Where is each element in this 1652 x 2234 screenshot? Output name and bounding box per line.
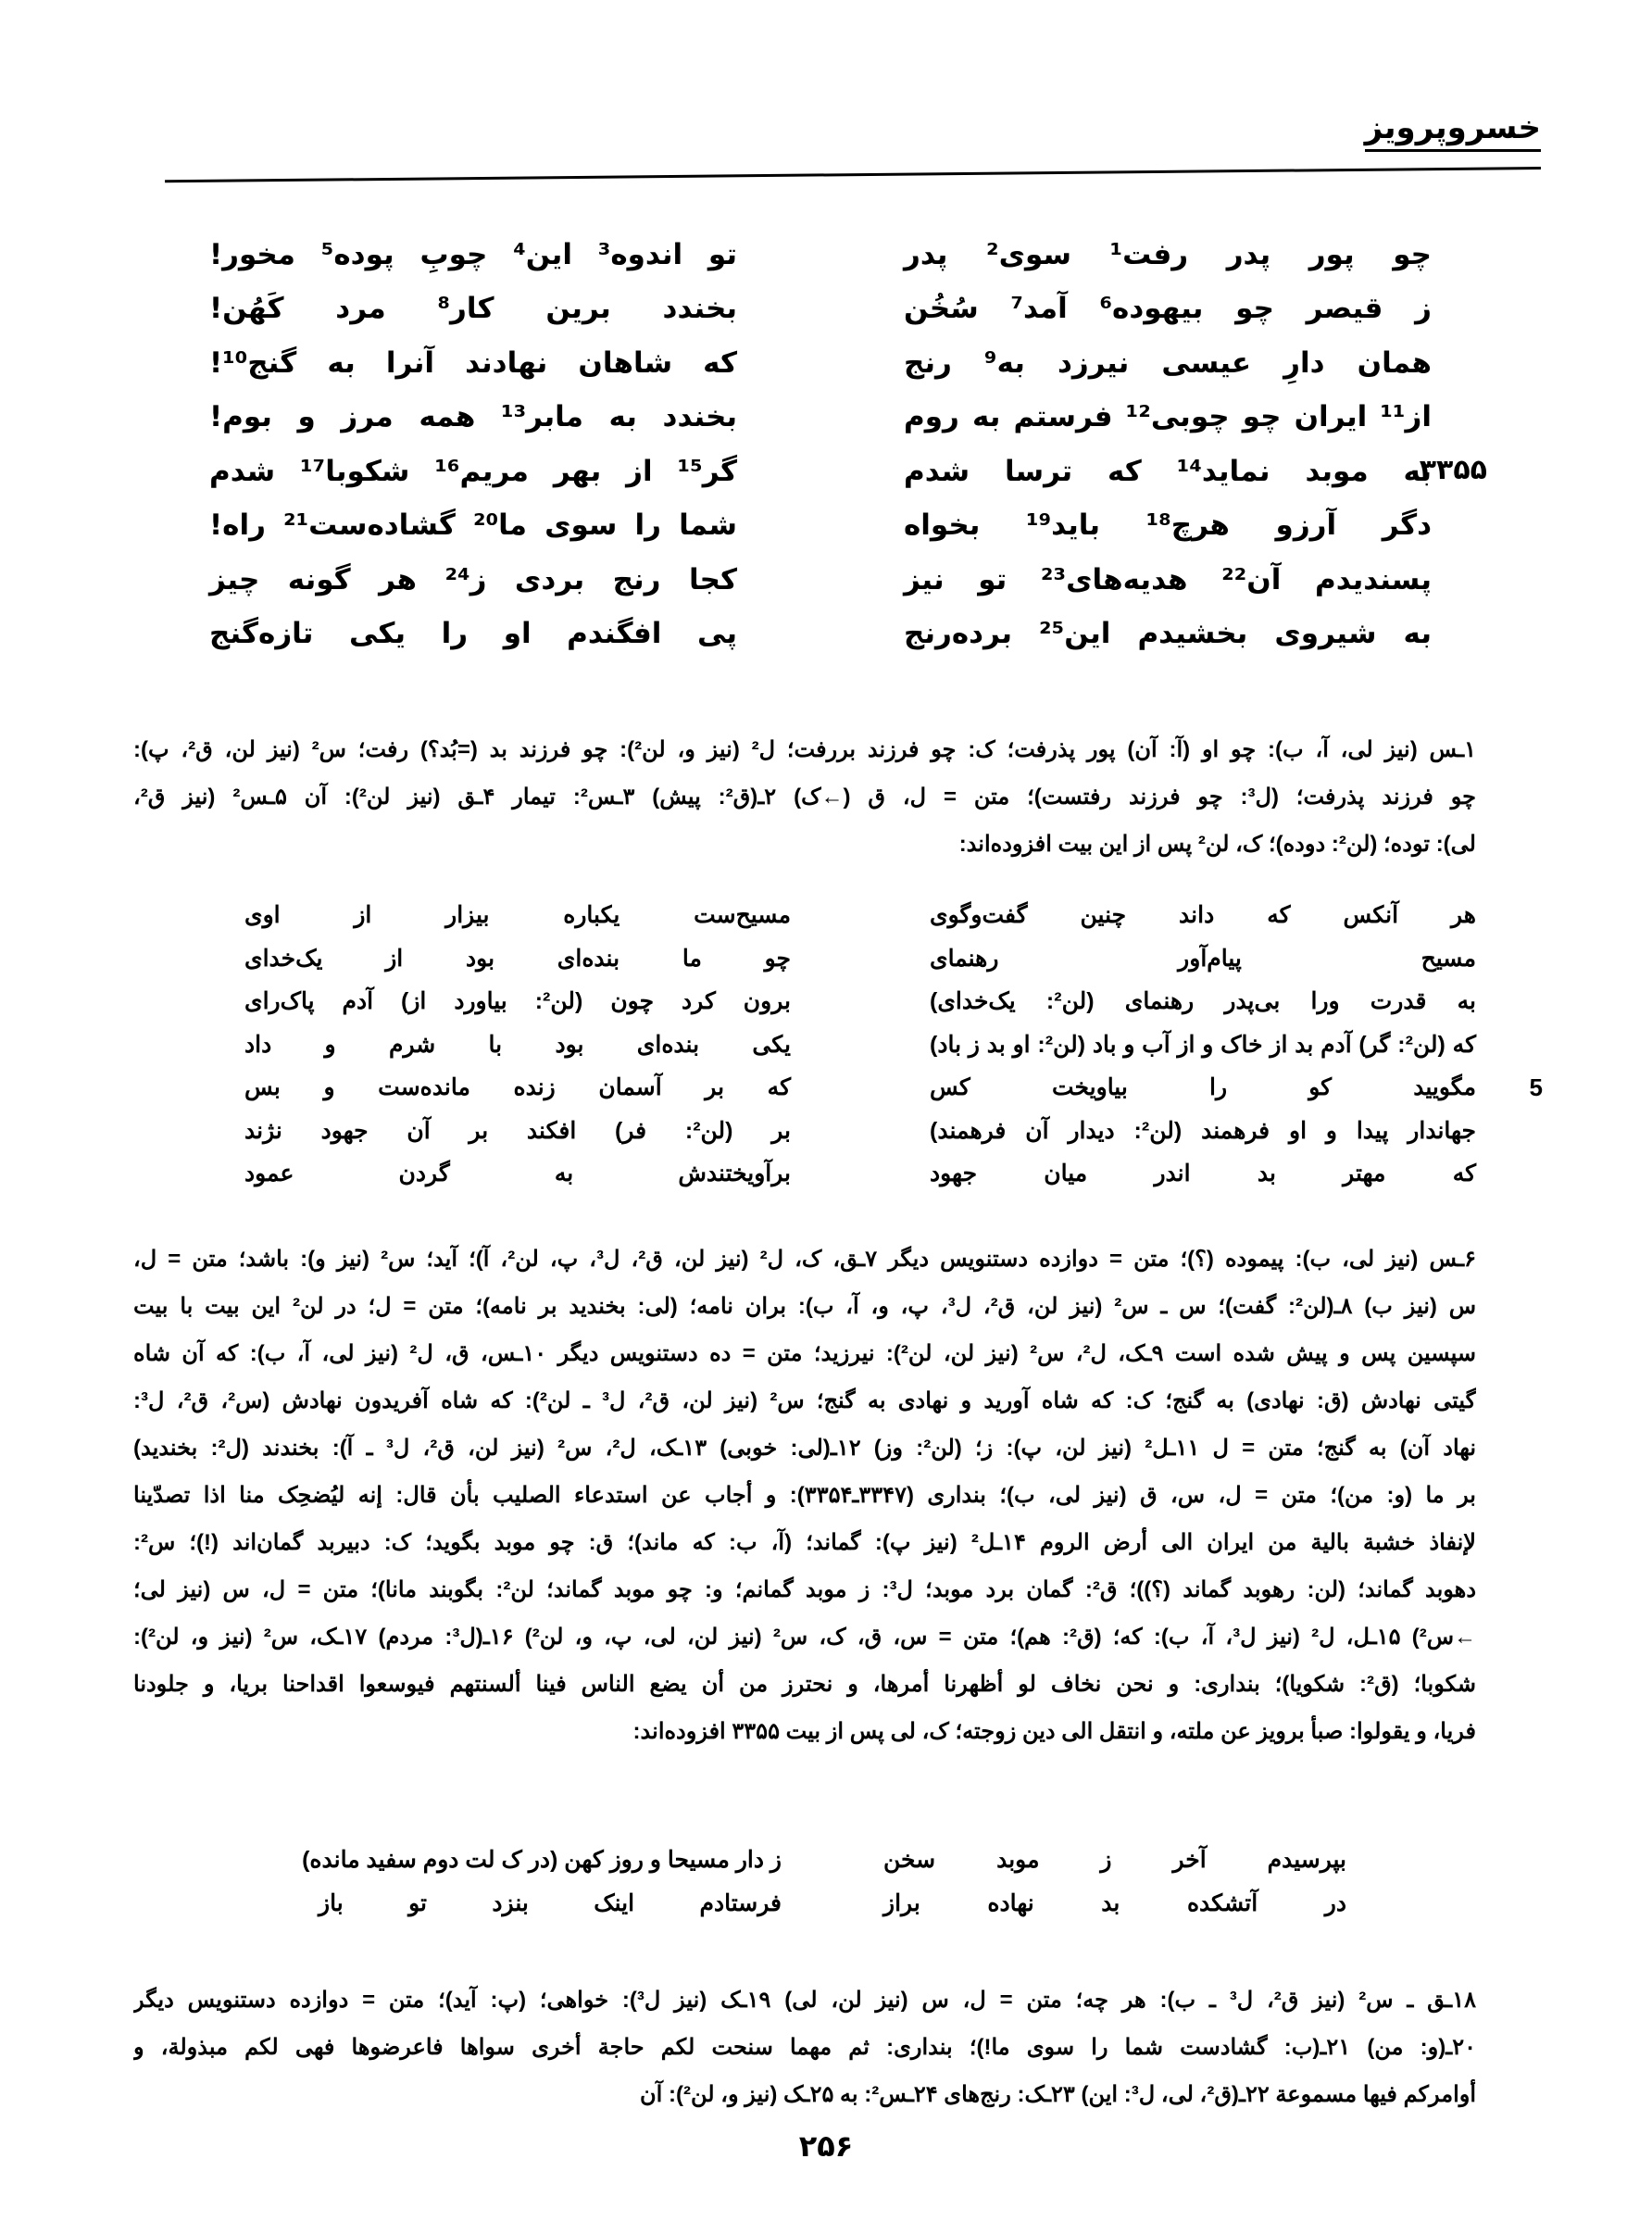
footnote-line: ←س²) ۱۵ـل، ل² (نیز ل³، آ، ب): که؛ (ق²: هم)؛ متن = س، ق، ک، س² (نیز لن، لی، پ، و، لن²) ۱۶ـ(ل³: مردم) ۱۷ـک، س² (نیز و، لن²): <box>133 1625 1476 1650</box>
footnote-line: گیتی نهادش (ق: نهادی) به گنج؛ ک: که شاه آورید و نهادی به گنج؛ س² (نیز لن، ق²، ل³ ـ لن²): که شاه آفریدون نهادش (س²، ق²، ل³: <box>133 1388 1476 1413</box>
footnote-line: فریا، و یقولوا: صبأ برویز عن ملته، و انتقل الی دین زوجته؛ ک، لی پس از بیت ۳۳۵۵ افزوده‌اند: <box>632 1719 1476 1744</box>
hemistich-right: دگر آرزو هرچ¹⁸ باید¹⁹ بخواه <box>904 508 1433 542</box>
page-number: ۲۵۶ <box>798 2128 854 2164</box>
hemistich-right: به موبد نماید¹⁴ که ترسا شدم <box>904 454 1432 488</box>
footnote-line: ۱۸ـق ـ س² (نیز ق²، ل³ ـ ب): هر چه؛ متن = ل، س (نیز لن، لی) ۱۹ـک (نیز ل³): خواهی؛ (پ: آید)؛ متن = دوازده دستنویس دیگر <box>133 1988 1476 2013</box>
hemistich-right: مسیح پیام‌آور رهنمای <box>930 945 1476 972</box>
running-title: خسروپرویز <box>1365 109 1541 152</box>
hemistich-left: بخندد به مابر¹³ همه مرز و بوم! <box>209 400 737 433</box>
hemistich-left: تو اندوه³ این⁴ چوبِ پوده⁵ مخور! <box>209 237 737 271</box>
hemistich-right: ز قیصر چو بیهوده⁶ آمد⁷ سُخُن <box>904 292 1432 325</box>
verse-row <box>244 980 1476 1023</box>
hemistich-left: ز دار مسیحا و روز کهن (در ک لت دوم سفید مانده) <box>302 1847 782 1874</box>
hemistich-left: بخندد برین کار⁸ مرد کَهُن! <box>209 292 737 325</box>
variant-verses-2 <box>302 1839 1346 1925</box>
main-verses <box>209 215 1487 650</box>
hemistich-right: در آتشکده بد نهاده براز <box>883 1889 1346 1916</box>
hemistich-right: بپرسیدم آخر ز موبد سخن <box>883 1847 1346 1874</box>
hemistich-left: گر¹⁵ از بهر مریم¹⁶ شکوبا¹⁷ شدم <box>209 454 738 488</box>
verse-row <box>319 1882 1346 1926</box>
hemistich-right: مگویید کو را بیاویخت کس <box>930 1074 1476 1101</box>
footnotes-block-1 <box>133 727 1476 869</box>
footnote-line: دهوبد گماند؛ (لن: رهوبد گماند (؟))؛ ق²: گمان برد موبد؛ ل³: ز موبد گمانم؛ و: چو موبد گماند؛ لن²: بگوبند مانا)؛ متن = ل، س (نیز لی؛ <box>133 1577 1476 1602</box>
verse-row <box>244 1152 1476 1196</box>
hemistich-left: مسیح‌ست یکباره بیزار از اوی <box>244 902 791 929</box>
footnote-line: س (نیز ب) ۸ـ(لن²: گفت)؛ س ـ س² (نیز لن، ق²، ل³، پ، و، آ، ب): بران نامه؛ (لی: بخندید بر نامه)؛ متن = ل؛ در لن² این بیت با بیت <box>133 1294 1476 1319</box>
hemistich-right: که مهتر بد اندر میان جهود <box>930 1161 1476 1187</box>
verse-number: 5 <box>1529 1073 1543 1101</box>
verse-row <box>244 1066 1543 1110</box>
variant-verses-1 <box>244 894 1543 1196</box>
hemistich-right: به قدرت ورا بی‌پدر رهنمای (لن²: یک‌خدای) <box>930 988 1476 1015</box>
hemistich-right: پسندیدم آن²² هدیه‌های²³ تو نیز <box>904 562 1432 596</box>
hemistich-right: هر آنکس که داند چنین گفت‌وگوی <box>930 902 1476 929</box>
hemistich-left: فرستادم اینک بنزد تو باز <box>319 1889 782 1916</box>
footnotes-block-3 <box>133 1977 1476 2119</box>
verse-row <box>244 1110 1476 1153</box>
footnote-line: شکوبا؛ (ق²: شکویا)؛ بنداری: و نحن نخاف لو أظهرنا أمرها، و نحترز من أن یضع الناس فینا ألسنتهم فیوسعوا اقداحنا بریا، و جلودنا <box>133 1672 1476 1697</box>
verse-row <box>209 378 1432 433</box>
verse-row <box>209 432 1487 488</box>
verse-row <box>209 540 1432 595</box>
footnote-line: لی): توده؛ (لن²: دوده)؛ ک، لن² پس از این بیت افزوده‌اند: <box>958 832 1476 857</box>
verse-row <box>244 1023 1476 1067</box>
footnote-line: ۱ـس (نیز لی، آ، ب): چو او (آ: آن) پور پذرفت؛ ک: چو فرزند بررفت؛ ل² (نیز و، لن²): چو فرزند بد (=بُد؟) رفت؛ س² (نیز لن، ق²، پ): <box>133 737 1476 762</box>
verse-row <box>244 937 1476 981</box>
verse-row <box>209 323 1432 378</box>
hemistich-left: که بر آسمان زنده مانده‌ست و بس <box>244 1074 791 1101</box>
hemistich-right: به شیروی بخشیدم این²⁵ برده‌رنج <box>904 617 1432 650</box>
verse-row <box>209 215 1432 270</box>
hemistich-left: یکی بنده‌ای بود با شرم و داد <box>244 1031 791 1058</box>
header-rule <box>165 167 1541 182</box>
hemistich-right: که (لن²: گر) آدم بد از خاک و از آب و باد (لن²: او بد ز باد) <box>930 1031 1476 1058</box>
verse-row <box>209 486 1432 541</box>
footnotes-block-2 <box>133 1236 1476 1756</box>
verse-row <box>209 270 1432 324</box>
hemistich-right: چو پور پدر رفت¹ سوی² پدر <box>904 237 1433 271</box>
hemistich-left: برآویختندش به گردن عمود <box>244 1161 791 1187</box>
hemistich-left: که شاهان نهادند آنرا به گنج¹⁰! <box>209 345 737 380</box>
footnote-line: سپسین پس و پیش شده است ۹ـک، ل²، س² (نیز لن، لن²): نیرزید؛ متن = ده دستنویس دیگر ۱۰ـس، ق، ل² (نیز لی، آ، ب): که آن شاه <box>133 1341 1476 1366</box>
footnote-line: نهاد آن) به گنج؛ متن = ل ۱۱ـل² (نیز لن، پ): ز؛ (لن²: وز) ۱۲ـ(لی: خوبی) ۱۳ـک، ل²، س² (نیز لن، ق²، ل³ ـ آ): بخندند (ل²: بخندید) <box>133 1436 1476 1461</box>
hemistich-left: بر (لن²: فر) افکند بر آن جهود نژند <box>244 1117 792 1144</box>
footnote-line: أوامرکم فیها مسموعة ۲۲ـ(ق²، لی، ل³: این) ۲۳ـک: رنج‌های ۲۴ـس²: به ۲۵ـک (نیز و، لن²): آن <box>640 2082 1476 2107</box>
verse-row <box>244 894 1476 937</box>
footnote-line: چو فرزند پذرفت؛ (ل³: چو فرزند رفتست)؛ متن = ل، ق (←ک) ۲ـ(ق²: پیش) ۳ـس²: تیمار ۴ـق (نیز لن²): آن ۵ـس² (نیز ق²، <box>133 784 1476 810</box>
hemistich-right: از¹¹ ایران چو چوبی¹² فرستم به روم <box>904 400 1432 433</box>
hemistich-left: چو ما بنده‌ای بود از یک‌خدای <box>244 945 791 972</box>
hemistich-left: پی افگندم او را یکی تازه‌گنج <box>209 617 737 650</box>
footnote-line: ۲۰ـ(و: من) ۲۱ـ(ب: گشادست شما را سوی ما!)؛ بنداری: ثم مهما سنحت لکم حاجة أخری سواها فاعرضوها فهی لکم مبذولة، و <box>133 2035 1476 2060</box>
verse-row <box>302 1839 1346 1882</box>
hemistich-left: شما را سوی ما²⁰ گشاده‌ست²¹ راه! <box>209 508 737 542</box>
hemistich-left: برون کرد چون (لن²: بیاورد از) آدم پاک‌رای <box>244 988 791 1015</box>
hemistich-left: کجا رنج بردی ز²⁴ هر گونه چیز <box>209 562 737 596</box>
footnote-line: لإنفاذ خشبة بالیة من ایران الی أرض الروم ۱۴ـل² (نیز پ): گماند؛ (آ، ب: که ماند)؛ ق: چو موبد بگوید؛ ک: دبیربد گمان‌اند (!)؛ س²: <box>133 1530 1476 1555</box>
hemistich-right: جهاندار پیدا و او فرهمند (لن²: دیدار آن فرهمند) <box>930 1117 1477 1144</box>
footnote-line: بر ما (و: من)؛ متن = ل، س، ق (نیز لی، ب)؛ بنداری (۳۳۴۷ـ۳۳۵۴): و أجاب عن استدعاء الصلیب بأن قال: إنه لیُضحِک منا اذا تصدّینا <box>133 1483 1476 1508</box>
hemistich-right: همان دارِ عیسی نیرزد به⁹ رنج <box>904 345 1432 380</box>
footnote-line: ۶ـس (نیز لی، ب): پیموده (؟)؛ متن = دوازده دستنویس دیگر ۷ـق، ک، ل² (نیز لن، ق²، ل³، پ، لن²، آ)؛ آید؛ س² (نیز و): باشد؛ متن = ل، <box>133 1247 1476 1272</box>
verse-row <box>209 595 1432 649</box>
verse-number: ۳۳۵۵ <box>1419 453 1487 486</box>
